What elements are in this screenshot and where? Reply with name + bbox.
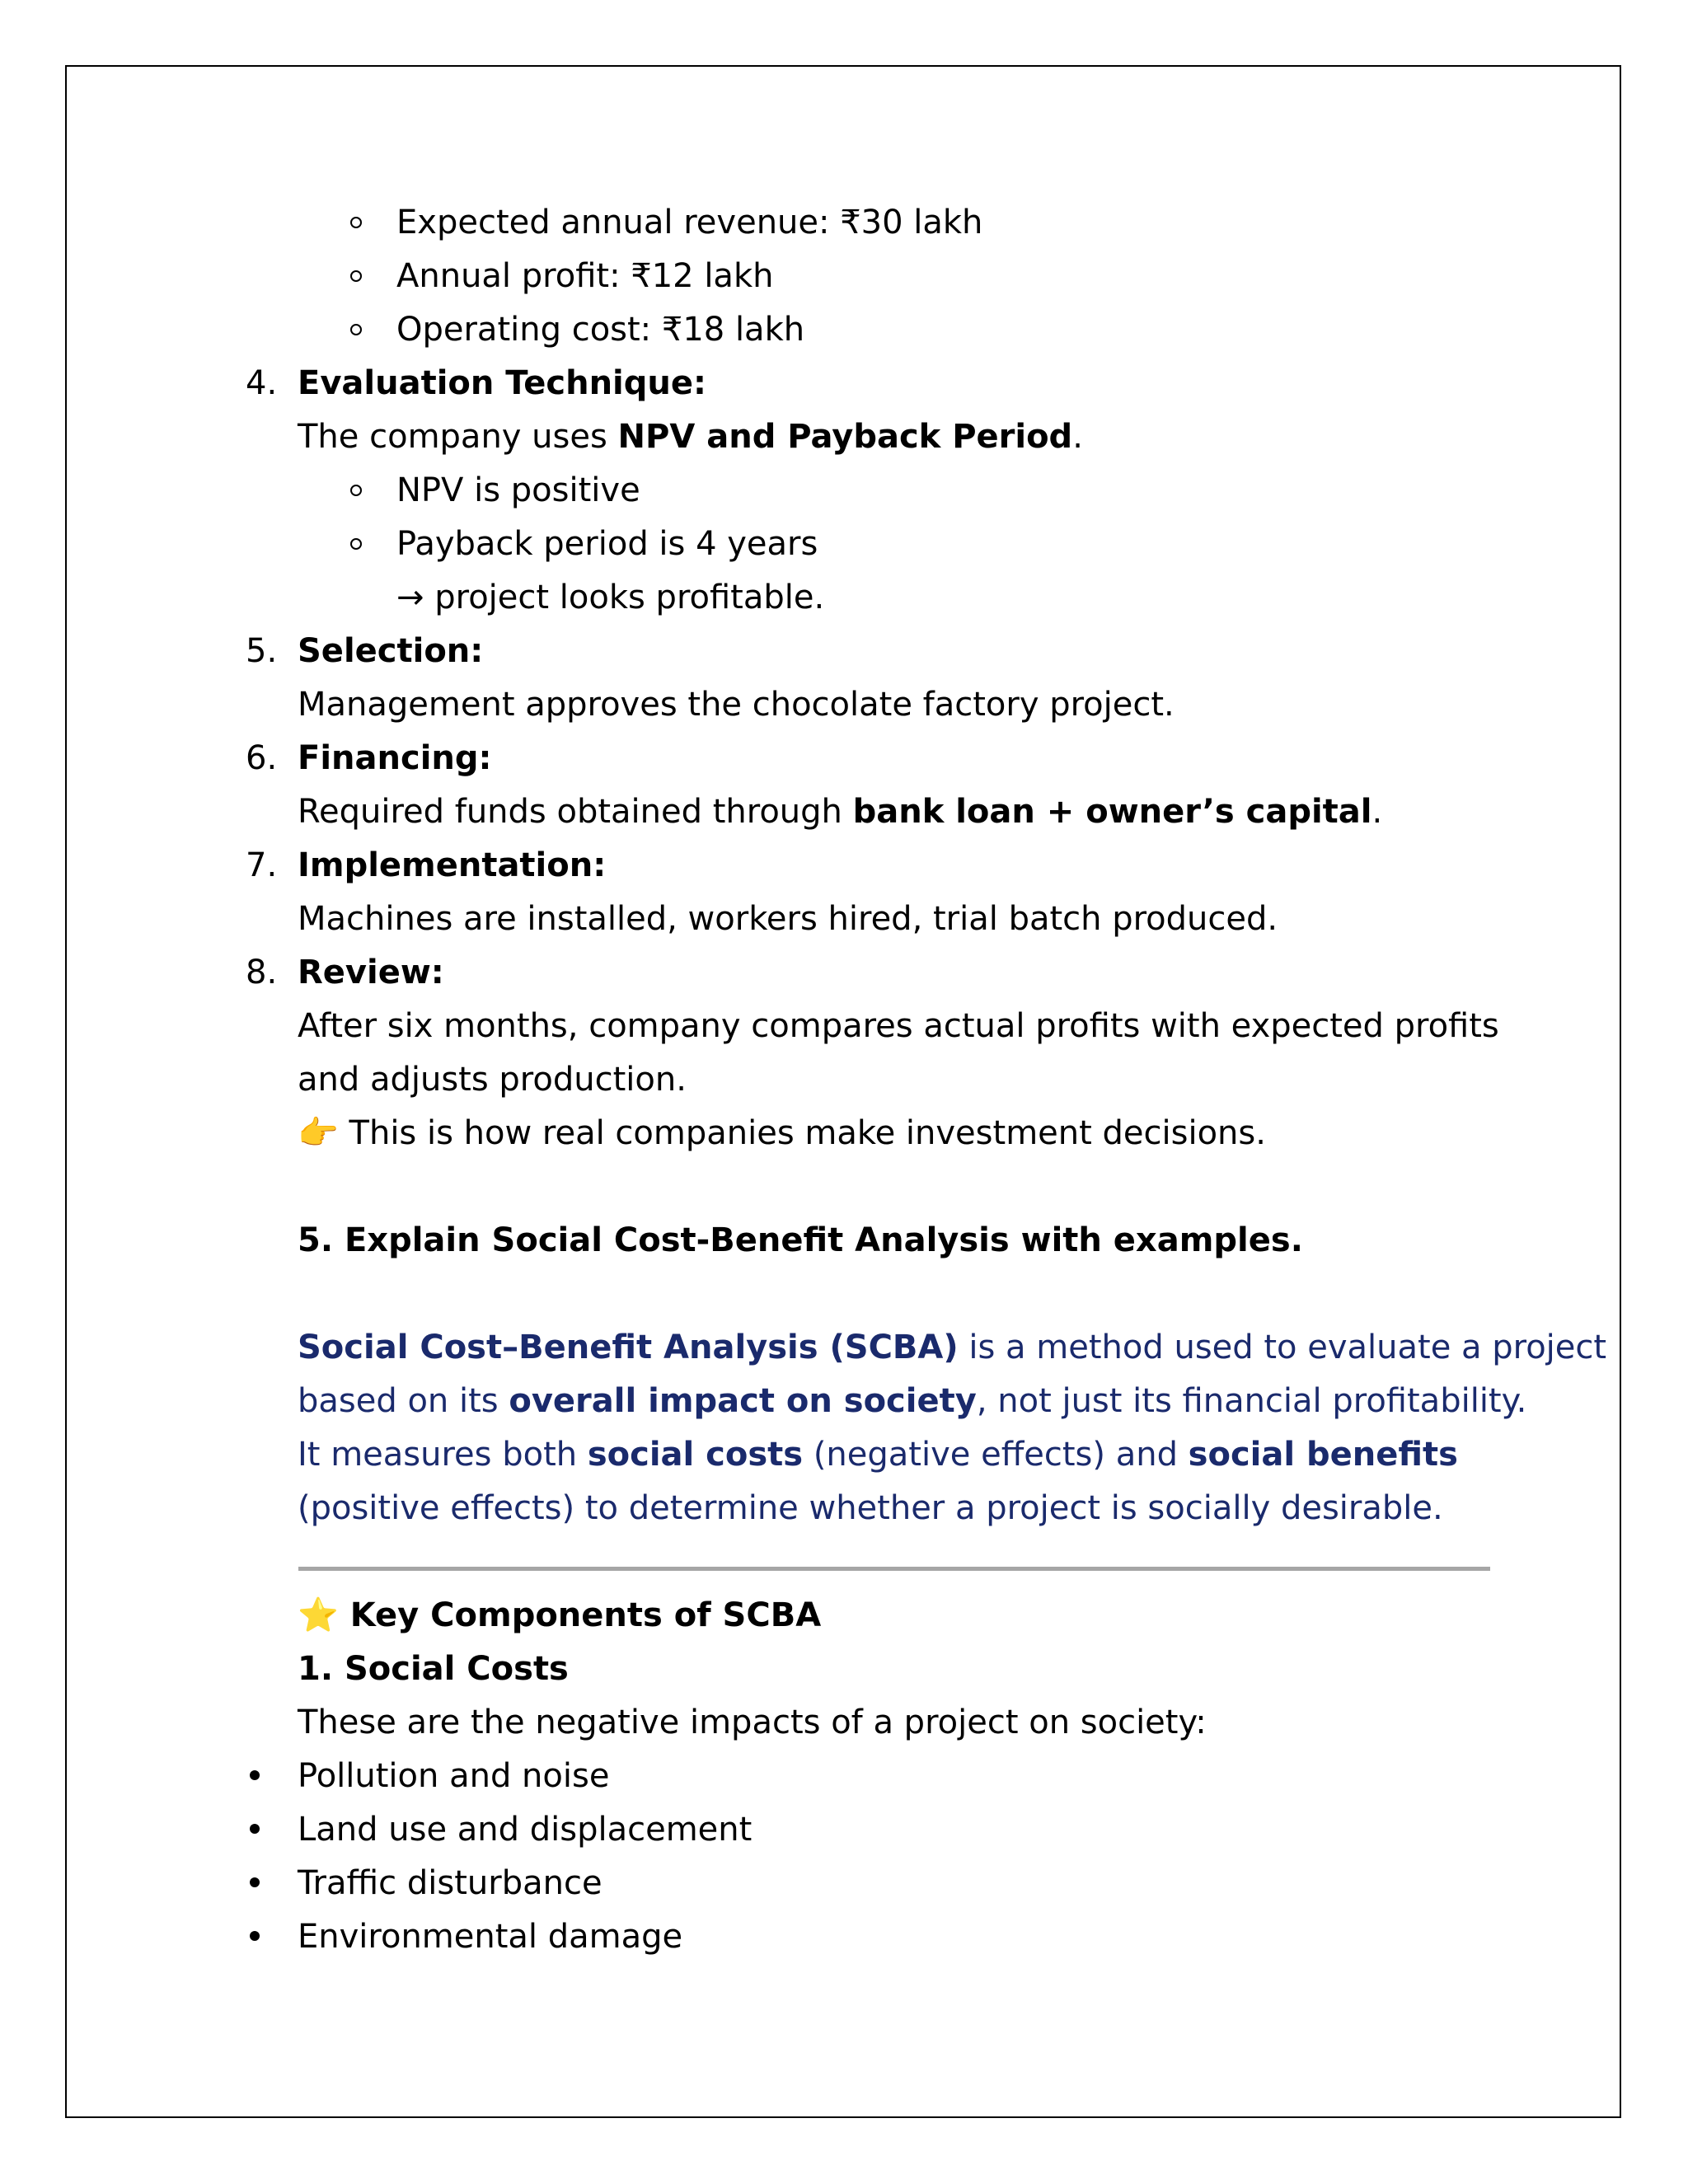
step-text: The company uses NPV and Payback Period. (298, 418, 1083, 456)
step-title: Implementation: (298, 846, 607, 884)
list-item: Land use and displacement (298, 1811, 753, 1849)
list-item: Traffic disturbance (298, 1864, 603, 1902)
section-heading: ⭐ Key Components of SCBA (298, 1596, 822, 1634)
horizontal-rule (298, 1567, 1490, 1571)
bullet-marker (250, 1770, 260, 1780)
step-title: Review: (298, 954, 444, 991)
step-text: Machines are installed, workers hired, trial batch produced. (298, 900, 1278, 938)
step-text: Management approves the chocolate factory project. (298, 686, 1175, 724)
sub-bullet-text: Operating cost: ₹18 lakh (396, 311, 805, 349)
sub-bullet-text: Expected annual revenue: ₹30 lakh (396, 204, 983, 241)
intro-line: based on its overall impact on society, not just its financial profitability. (298, 1382, 1527, 1420)
sub-bullet-marker (350, 485, 362, 496)
list-item: Environmental damage (298, 1918, 683, 1956)
intro-line: Social Cost–Benefit Analysis (SCBA) is a method used to evaluate a project (298, 1329, 1607, 1366)
sub-bullet-text: NPV is positive (396, 471, 640, 509)
sub-bullet-marker (350, 270, 362, 282)
intro-line: It measures both social costs (negative effects) and social benefits (298, 1436, 1458, 1474)
list-item: Pollution and noise (298, 1757, 610, 1795)
step-number: 7. (246, 846, 278, 884)
step-text: Required funds obtained through bank loan + owner’s capital. (298, 793, 1383, 831)
step-text: After six months, company compares actual profits with expected profits (298, 1007, 1499, 1045)
question-heading: 5. Explain Social Cost-Benefit Analysis with examples. (298, 1221, 1303, 1259)
bullet-marker (250, 1824, 260, 1834)
arrow-line: → project looks profitable. (396, 579, 825, 616)
step-number: 8. (246, 954, 278, 991)
sub-bullet-marker (350, 324, 362, 335)
bullet-marker (250, 1931, 260, 1941)
sub-bullet-text: Payback period is 4 years (396, 525, 818, 563)
sub-bullet-marker (350, 217, 362, 228)
step-text: and adjusts production. (298, 1061, 687, 1099)
note-line: 👉 This is how real companies make investment decisions. (298, 1114, 1266, 1152)
intro-text: These are the negative impacts of a project on society: (298, 1704, 1207, 1741)
step-title: Evaluation Technique: (298, 364, 706, 402)
sub-bullet-marker (350, 538, 362, 550)
sub-bullet-text: Annual profit: ₹12 lakh (396, 257, 774, 295)
pointing-hand-icon: 👉 (298, 1114, 339, 1152)
step-number: 4. (246, 364, 278, 402)
step-number: 5. (246, 632, 278, 670)
star-icon: ⭐ (298, 1596, 339, 1634)
bullet-marker (250, 1877, 260, 1887)
step-number: 6. (246, 739, 278, 777)
intro-line: (positive effects) to determine whether a project is socially desirable. (298, 1489, 1443, 1527)
sub-heading: 1. Social Costs (298, 1650, 569, 1688)
step-title: Selection: (298, 632, 484, 670)
step-title: Financing: (298, 739, 492, 777)
